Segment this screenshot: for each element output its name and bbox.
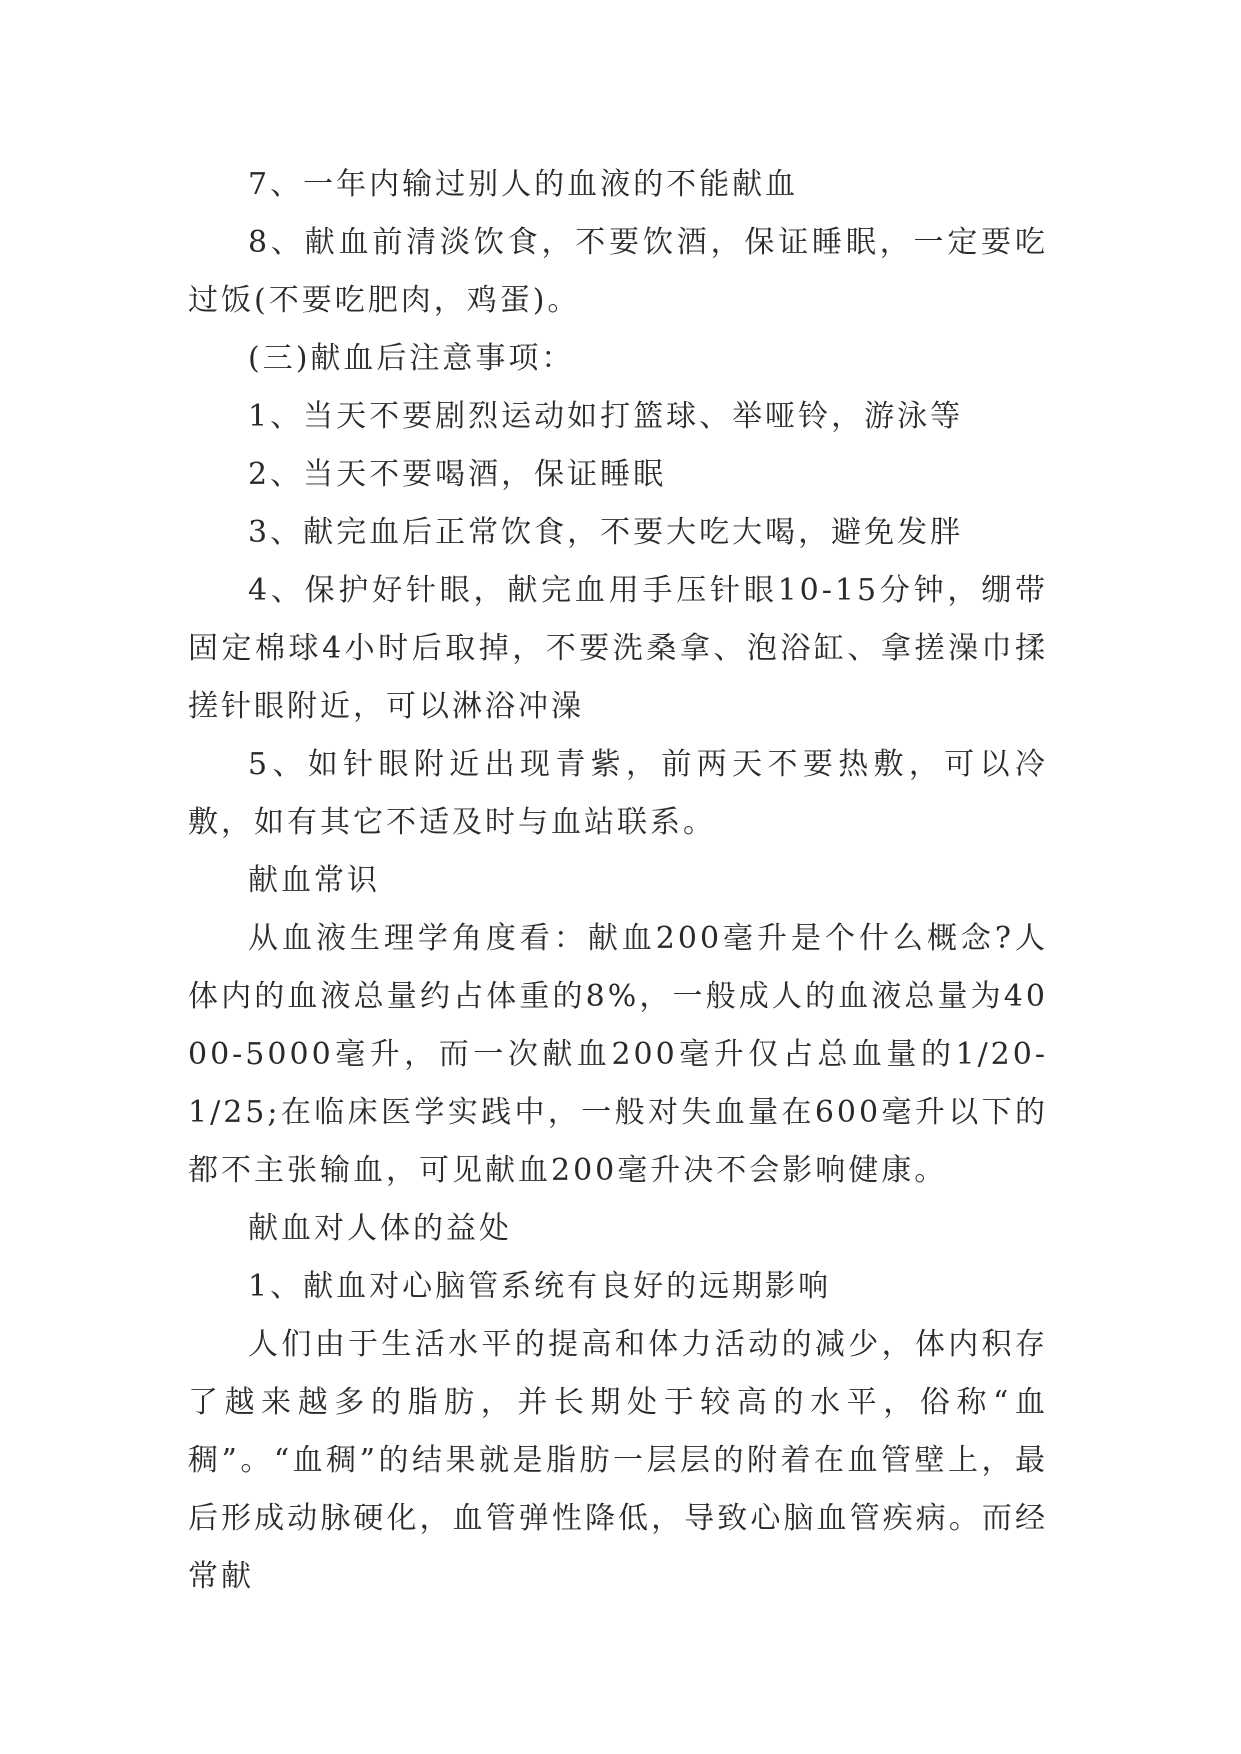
paragraph-benefit-1: 1、献血对心脑管系统有良好的远期影响: [248, 1269, 832, 1304]
document-body: [188, 156, 1048, 1606]
paragraph-physiology: 从血液生理学角度看：献血200毫升是个什么概念?人体内的血液总量约占体重的8%，一般成人的血液总量为4000-5000毫升，而一次献血200毫升仅占总血量的1/20-1/25;在临床医学实践中，一般对失血量在600毫升以下的都不主张输血，可见献血200毫升决不会影响健康。: [188, 921, 1048, 1188]
paragraph-after-3: 3、献完血后正常饮食，不要大吃大喝，避免发胖: [248, 515, 964, 550]
section-heading-knowledge: 献血常识: [248, 863, 380, 898]
paragraph-item-7: 7、一年内输过别人的血液的不能献血: [248, 167, 799, 202]
paragraph-item-8: 8、献血前清淡饮食，不要饮酒，保证睡眠，一定要吃过饭(不要吃肥肉，鸡蛋)。: [188, 225, 1048, 318]
paragraph-after-4: 4、保护好针眼，献完血用手压针眼10-15分钟，绷带固定棉球4小时后取掉，不要洗桑拿、泡浴缸、拿搓澡巾揉搓针眼附近，可以淋浴冲澡: [188, 573, 1048, 724]
paragraph-after-1: 1、当天不要剧烈运动如打篮球、举哑铃，游泳等: [248, 399, 964, 434]
section-heading-benefits: 献血对人体的益处: [248, 1211, 512, 1246]
section-heading-after-donation: (三)献血后注意事项：: [248, 341, 575, 376]
paragraph-blood-thick: 人们由于生活水平的提高和体力活动的减少，体内积存了越来越多的脂肪，并长期处于较高的水平，俗称“血稠”。“血稠”的结果就是脂肪一层层的附着在血管壁上，最后形成动脉硬化，血管弹性降低，导致心脑血管疾病。而经常献: [188, 1327, 1048, 1594]
paragraph-after-5: 5、如针眼附近出现青紫，前两天不要热敷，可以冷敷，如有其它不适及时与血站联系。: [188, 747, 1048, 840]
paragraph-after-2: 2、当天不要喝酒，保证睡眠: [248, 457, 667, 492]
